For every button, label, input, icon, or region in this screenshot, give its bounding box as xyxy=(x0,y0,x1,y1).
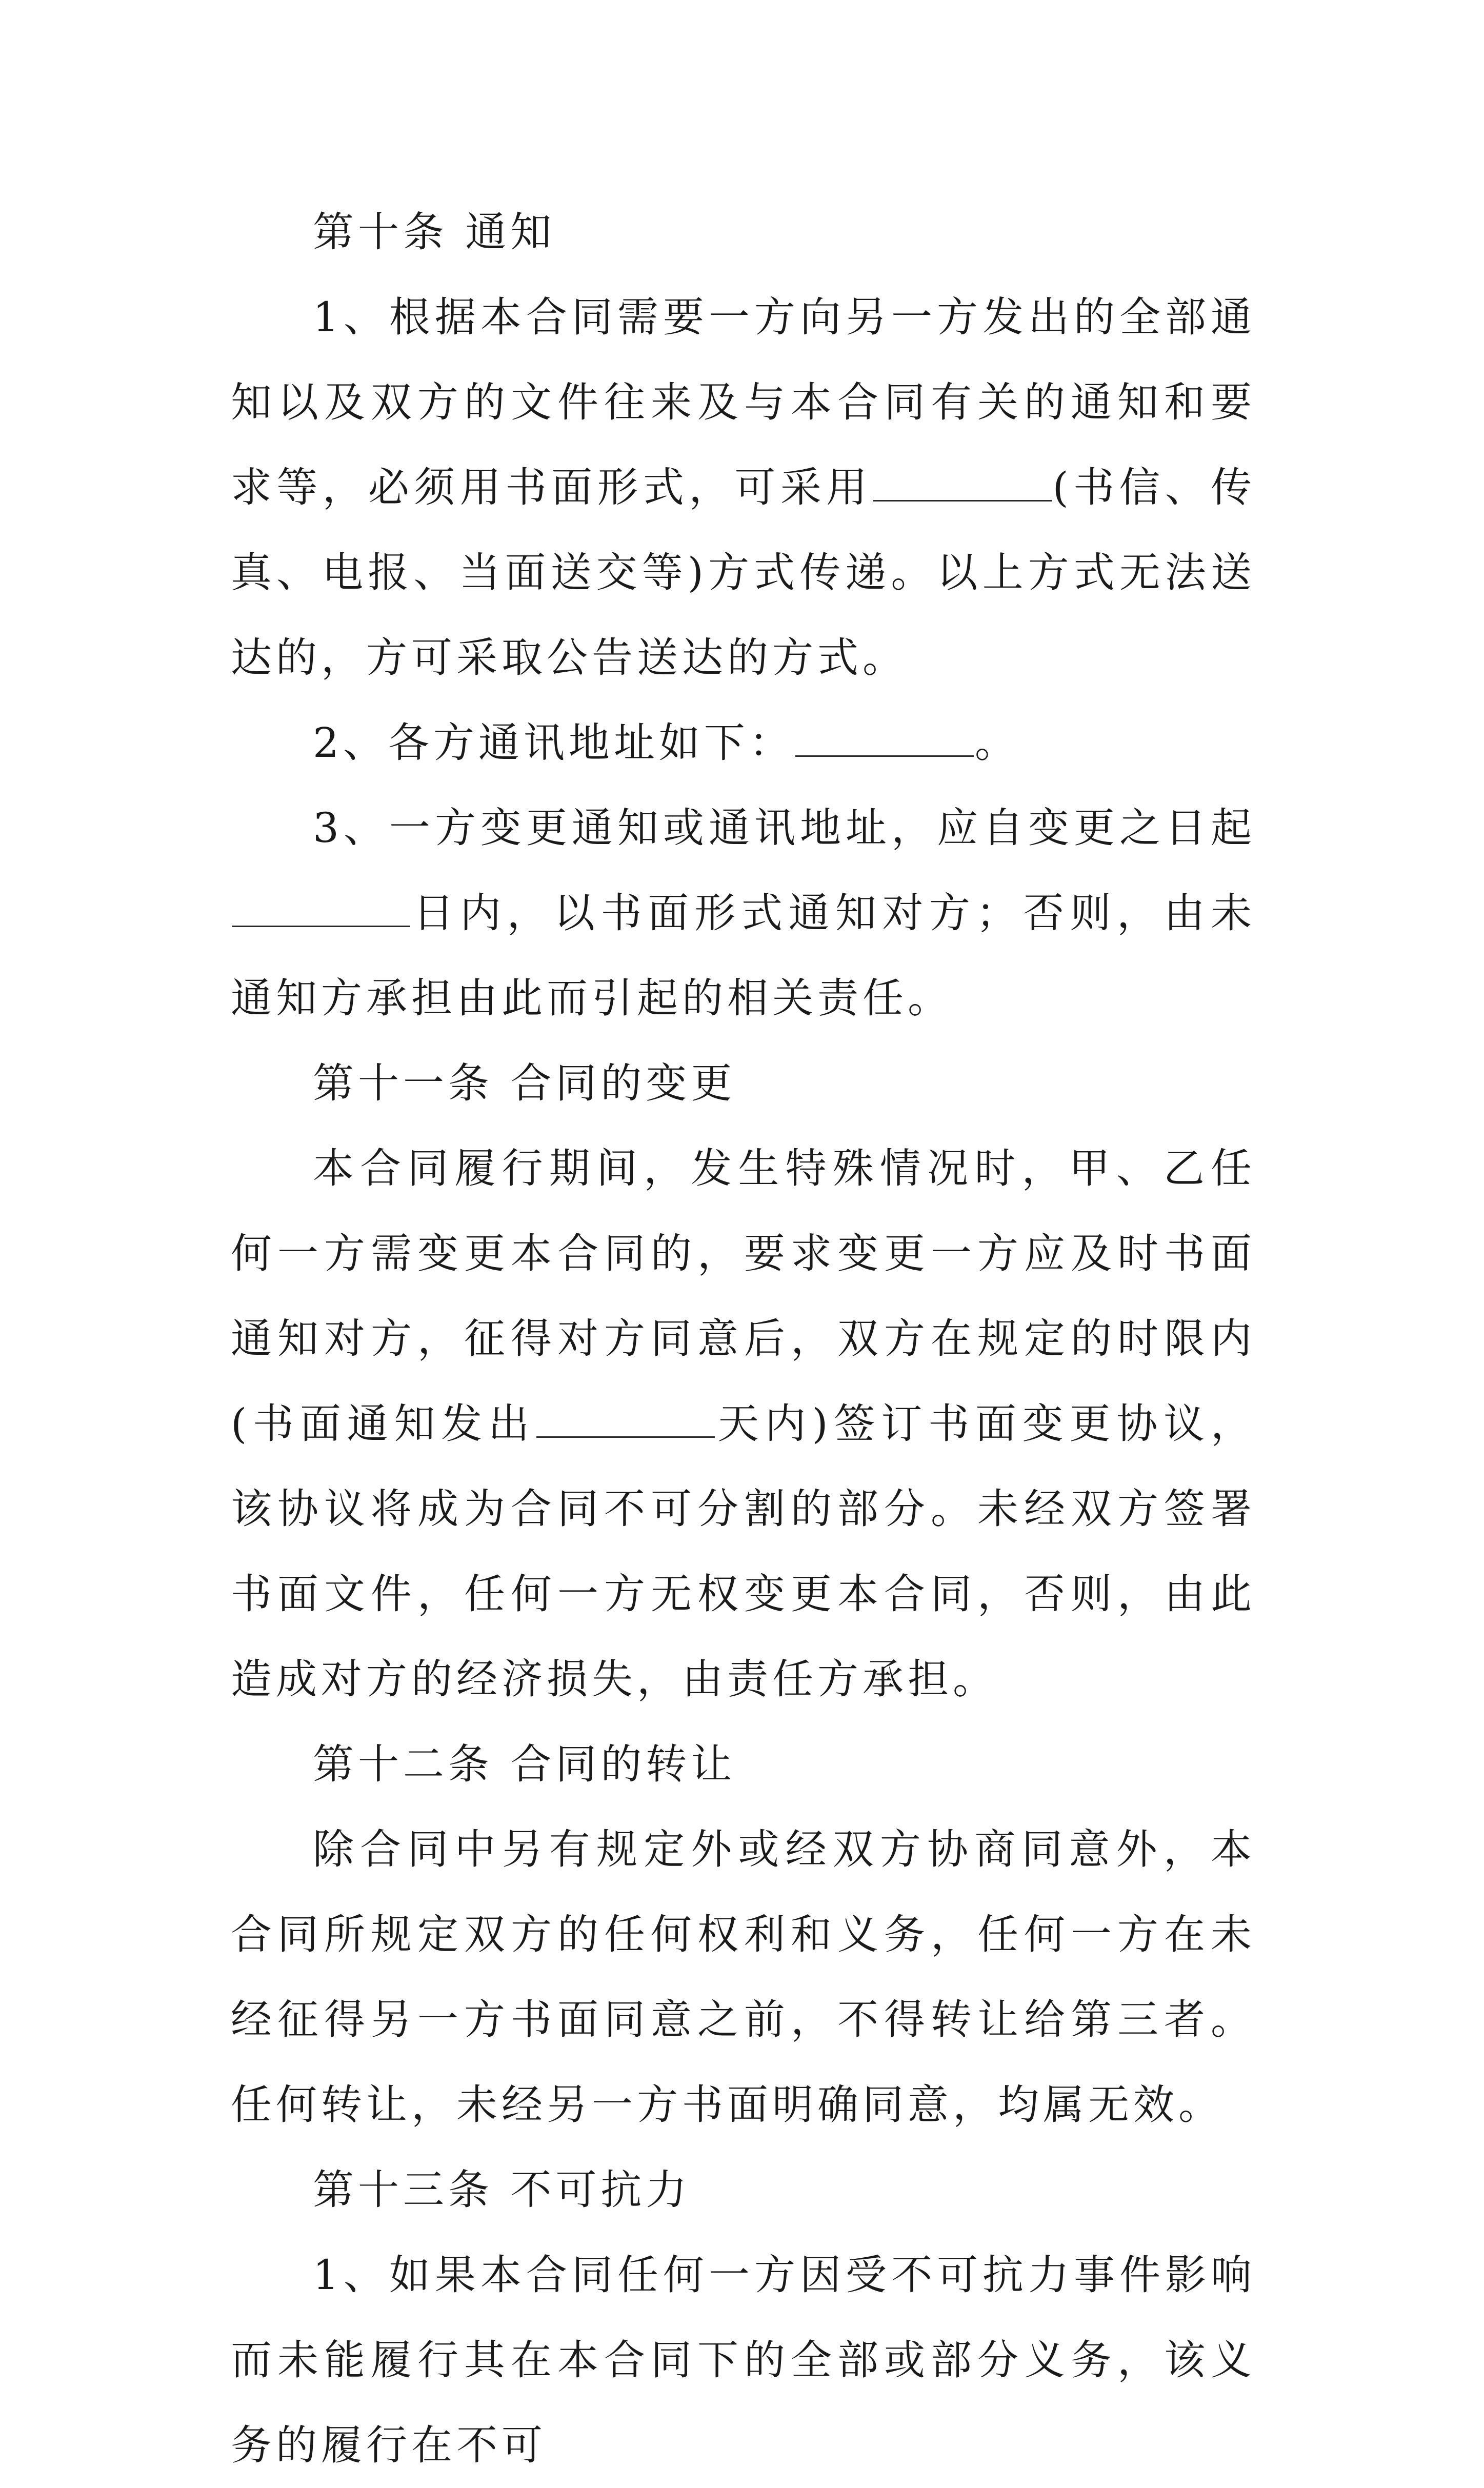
clause-text: 1、根据本合同需要一方向另一方发出的全部通知以及双方的文件往来及与本合同有关的通知和要求等，必须用书面形式，可采用 xyxy=(231,293,1256,511)
article-10-clause-2 xyxy=(231,700,1256,786)
article-11-clause xyxy=(231,1126,1256,1722)
article-10-clause-3 xyxy=(231,786,1256,1041)
article-10-heading: 第十条 通知 xyxy=(313,208,556,256)
clause-text: 3、一方变更通知或通讯地址，应自变更之日起 xyxy=(313,804,1256,852)
fill-in-blank xyxy=(232,885,410,927)
article-13-clause-1: 1、如果本合同任何一方因受不可抗力事件影响而未能履行其在本合同下的全部或部分义务，该义务的履行在不可 xyxy=(231,2251,1256,2469)
fill-in-blank xyxy=(536,1395,715,1438)
clause-text: 日内，以书面形式通知对方；否则，由未通知方承担由此而引起的相关责任。 xyxy=(231,889,1256,1022)
fill-in-blank xyxy=(873,459,1052,501)
clause-text: 2、各方通讯地址如下： xyxy=(313,719,794,767)
article-13-heading: 第十三条 不可抗力 xyxy=(313,2166,691,2214)
clause-text: (书信、传真、电报、当面送交等)方式传递。以上方式无法送达的，方可采取公告送达的方式。 xyxy=(231,464,1256,681)
article-12-clause: 除合同中另有规定外或经双方协商同意外，本合同所规定双方的任何权利和义务，任何一方在未经征得另一方书面同意之前，不得转让给第三者。任何转让，未经另一方书面明确同意，均属无效。 xyxy=(231,1825,1256,2129)
article-10-clause-1 xyxy=(231,275,1256,700)
document-body xyxy=(231,190,1256,2488)
article-12-heading: 第十二条 合同的转让 xyxy=(313,1740,736,1788)
clause-text: 。 xyxy=(974,719,1020,767)
article-11-heading: 第十一条 合同的变更 xyxy=(313,1059,736,1107)
clause-text: 本合同履行期间，发生特殊情况时，甲、乙任何一方需变更本合同的，要求变更一方应及时书面通知对方，征得对方同意后，双方在规定的时限内(书面通知发出 xyxy=(231,1145,1256,1448)
clause-text: 天内)签订书面变更协议，该协议将成为合同不可分割的部分。未经双方签署书面文件，任何一方无权变更本合同，否则，由此造成对方的经济损失，由责任方承担。 xyxy=(231,1400,1256,1703)
fill-in-blank xyxy=(795,714,974,757)
